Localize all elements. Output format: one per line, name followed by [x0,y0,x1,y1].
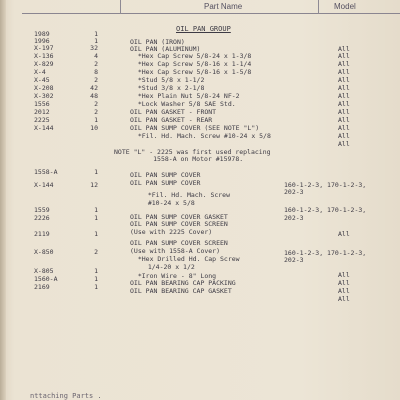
part-name: OIL PAN SUMP COVER (SEE NOTE "L") [130,124,260,132]
part-number: X-197 [34,44,54,52]
part-name: OIL PAN SUMP COVER SCREEN [130,239,228,247]
part-name: OIL PAN SUMP COVER [130,179,201,187]
quantity: 48 [90,92,98,100]
column-divider [318,0,319,14]
column-divider [120,0,121,14]
part-number: 1559 [34,206,50,214]
quantity: 1 [94,206,98,214]
model: 202-3 [284,256,304,264]
model: All [338,124,350,132]
quantity: 1 [94,37,98,45]
part-number: 2226 [34,214,50,222]
part-name: OIL PAN BEARING CAP GASKET [130,287,232,295]
part-name: *Stud 5/8 x 1-1/2 [130,76,205,84]
model: 202-3 [284,188,304,196]
quantity: 8 [94,68,98,76]
note-line: NOTE "L" - 2225 was first used replacing [114,148,271,156]
part-number: X-144 [34,124,54,132]
model: All [338,45,350,53]
part-number: X-850 [34,248,54,256]
quantity: 2 [94,76,98,84]
part-name: OIL PAN SUMP COVER GASKET [130,213,228,221]
page-binding-edge [0,0,6,400]
model: All [338,287,350,295]
part-number: X-829 [34,60,54,68]
model: All [338,60,350,68]
note-line: 1558-A on Motor #15978. [114,155,244,163]
part-number: 2169 [34,283,50,291]
part-number: X-4 [34,68,46,76]
model: All [338,279,350,287]
part-name: *Hex Cap Screw 5/8-24 x 1-3/8 [130,52,252,60]
model: All [338,230,350,238]
part-number: 1989 [34,30,50,38]
part-name: 1/4-20 x 1/2 [140,263,195,271]
part-number: X-45 [34,76,50,84]
part-name: OIL PAN GASKET - FRONT [130,108,217,116]
quantity: 2 [94,108,98,116]
part-name: OIL PAN SUMP COVER SCREEN [130,220,228,228]
part-name: OIL PAN GASKET - REAR [130,116,213,124]
part-number: X-136 [34,52,54,60]
quantity: 10 [90,124,98,132]
quantity: 42 [90,84,98,92]
model: 160-1-2-3, 170-1-2-3, [284,181,367,189]
part-name: *Hex Cap Screw 5/8-16 x 1-1/4 [130,60,252,68]
model: All [338,116,350,124]
quantity: 1 [94,283,98,291]
quantity: 2 [94,248,98,256]
model: All [338,84,350,92]
part-number: X-302 [34,92,54,100]
model: All [338,76,350,84]
quantity: 1 [94,168,98,176]
part-name: *Fil. Hd. Mach. Screw #10-24 x 5/8 [130,132,271,140]
model: All [338,295,350,303]
quantity: 1 [94,267,98,275]
model: All [338,92,350,100]
bottom-partial-text: nttaching Parts . [30,392,102,400]
part-number: 1558-A [34,168,58,176]
header-rule [22,13,400,14]
part-number: 1556 [34,100,50,108]
quantity: 2 [94,60,98,68]
model: All [338,108,350,116]
quantity: 2 [94,100,98,108]
part-name: (Use with 1558-A Cover) [130,247,221,255]
part-name: OIL PAN (IRON) [130,38,185,46]
part-number: X-805 [34,267,54,275]
column-header-part-name: Part Name [204,2,243,11]
part-number: 2012 [34,108,50,116]
part-name: #10-24 x 5/8 [140,199,195,207]
part-name: *Hex Drilled Hd. Cap Screw [130,255,240,263]
part-number: X-208 [34,84,54,92]
part-number: X-144 [34,181,54,189]
part-name: OIL PAN BEARING CAP PACKING [130,279,236,287]
model: All [338,271,350,279]
quantity: 1 [94,275,98,283]
part-number: 2119 [34,230,50,238]
part-name: *Lock Washer 5/8 SAE Std. [130,100,236,108]
part-number: 1996 [34,37,50,45]
model: All [338,100,350,108]
quantity: 1 [94,214,98,222]
model: 202-3 [284,214,304,222]
column-header-model: Model [334,2,356,11]
model: All [338,68,350,76]
group-title: OIL PAN GROUP [176,25,231,33]
model: 160-1-2-3, 170-1-2-3, [284,249,367,257]
part-name: *Stud 3/8 x 2-1/8 [130,84,205,92]
part-name: OIL PAN SUMP COVER [130,171,201,179]
quantity: 1 [94,116,98,124]
part-name: *Iron Wire - 8" Long [130,272,217,280]
part-name: *Hex Plain Nut 5/8-24 NF-2 [130,92,240,100]
quantity: 12 [90,181,98,189]
quantity: 32 [90,44,98,52]
part-name: OIL PAN (ALUMINUM) [130,45,201,53]
quantity: 1 [94,30,98,38]
model: All [338,132,350,140]
model: All [338,140,350,148]
quantity: 1 [94,230,98,238]
part-name: *Fil. Hd. Mach. Screw [140,191,231,199]
model: 160-1-2-3, 170-1-2-3, [284,206,367,214]
part-number: 2225 [34,116,50,124]
quantity: 4 [94,52,98,60]
model: All [338,52,350,60]
part-name: (Use with 2225 Cover) [130,228,213,236]
part-name: *Hex Cap Screw 5/8-16 x 1-5/8 [130,68,252,76]
part-number: 1560-A [34,275,58,283]
